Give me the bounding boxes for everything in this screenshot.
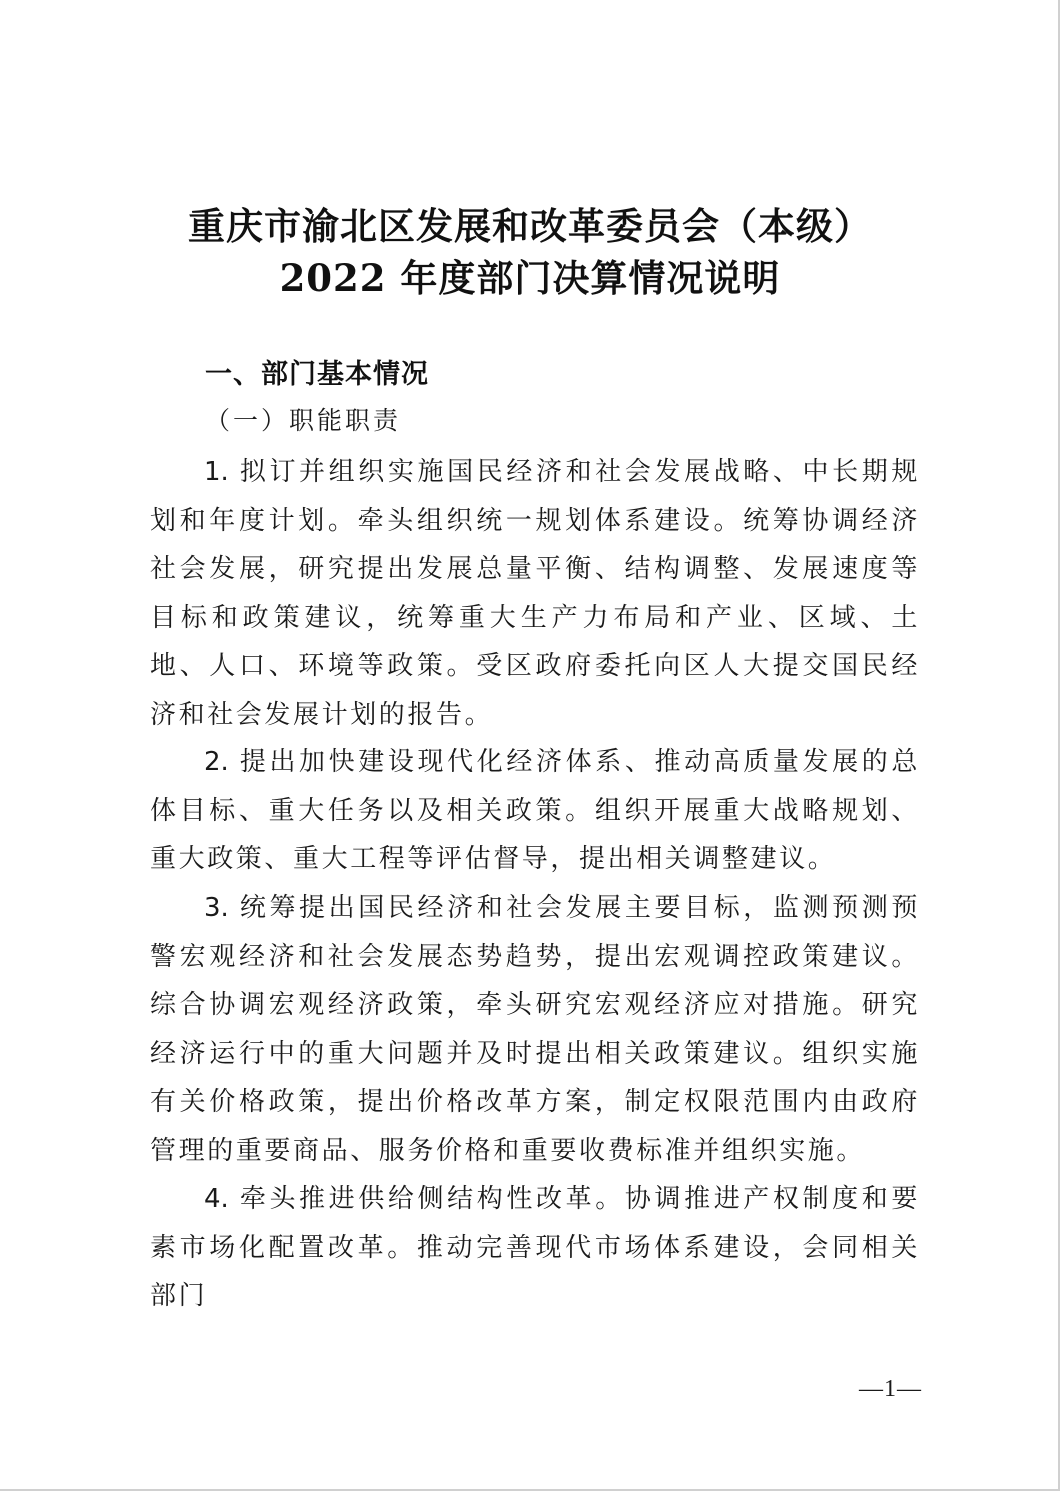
paragraph-3: [150, 884, 920, 1175]
page-number: —1—: [859, 1376, 922, 1402]
paragraph-2: [150, 738, 920, 884]
section-heading: 一、部门基本情况: [205, 359, 429, 390]
document-title-line1: 重庆市渝北区发展和改革委员会（本级）: [188, 204, 872, 248]
paragraph-3-number: 3.: [204, 893, 229, 923]
subsection-heading: （一）职能职责: [205, 406, 402, 435]
paragraph-1-number: 1.: [204, 457, 229, 487]
paragraph-4-text: 牵头推进供给侧结构性改革。协调推进产权制度和要素市场化配置改革。推动完善现代市场体系建设，会同相关部门: [150, 1184, 920, 1311]
paragraph-3-text: 统筹提出国民经济和社会发展主要目标，监测预测预警宏观经济和社会发展态势趋势，提出宏观调控政策建议。综合协调宏观经济政策，牵头研究宏观经济应对措施。研究经济运行中的重大问题并及时提出相关政策建议。组织实施有关价格政策，提出价格改革方案，制定权限范围内由政府管理的重要商品、服务价格和重要收费标准并组织实施。: [150, 893, 920, 1166]
paragraph-1-text: 拟订并组织实施国民经济和社会发展战略、中长期规划和年度计划。牵头组织统一规划体系建设。统筹协调经济社会发展，研究提出发展总量平衡、结构调整、发展速度等目标和政策建议，统筹重大生产力布局和产业、区域、土地、人口、环境等政策。受区政府委托向区人大提交国民经济和社会发展计划的报告。: [150, 457, 920, 730]
paragraph-1: [150, 448, 920, 739]
document-title-line2: 2022 年度部门决算情况说明: [279, 256, 781, 300]
paragraph-4: [150, 1175, 920, 1321]
paragraph-2-number: 2.: [204, 747, 229, 777]
paragraph-2-text: 提出加快建设现代化经济体系、推动高质量发展的总体目标、重大任务以及相关政策。组织开展重大战略规划、重大政策、重大工程等评估督导，提出相关调整建议。: [150, 747, 920, 874]
paragraph-4-number: 4.: [204, 1184, 229, 1214]
